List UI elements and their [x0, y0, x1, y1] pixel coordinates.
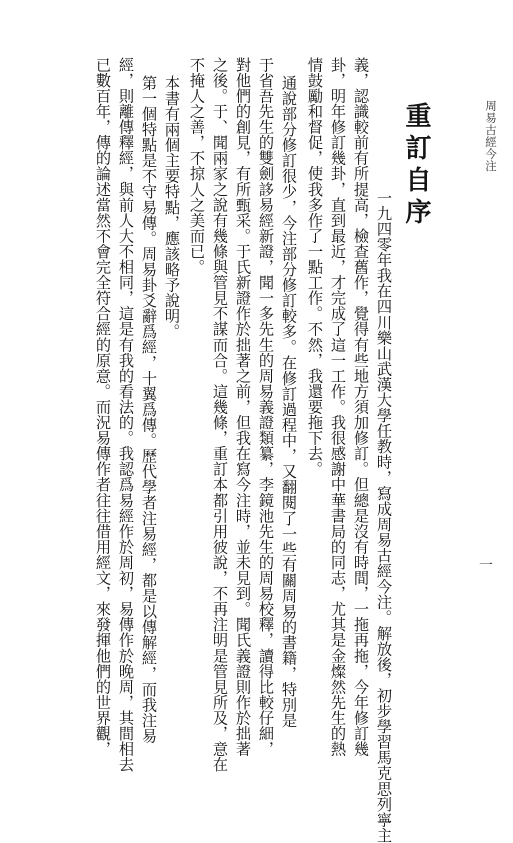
text-column-11: 第一個特點是不守易傳。周易卦爻辭爲經，十翼爲傳。歷代學者注易經，都是以傳解經，而我注易: [140, 75, 158, 744]
text-column-6: 于省吾先生的雙劍誃易經新證，聞一多先生的周易義證類纂，李鏡池先生的周易校釋，讀得比較仔細，: [257, 57, 275, 757]
text-column-12: 經，則離傳釋經，與前人大不相同，這是有我的看法的。我認爲易經作於周初，易傳作於晚周，其間相去: [117, 57, 135, 773]
text-column-2: 義，認識較前有所提高，檢查舊作，覺得有些地方須加修訂。但總是沒有時間，一拖再拖，今年修訂幾: [352, 57, 370, 757]
text-column-1: 一九四零年我在四川樂山武漢大學任教時，寫成周易古經今注。解放後，初步學習馬克思列寧主: [375, 190, 393, 843]
preface-title: 重訂自序: [401, 102, 431, 230]
text-column-13: 已數百年，傳的論述當然不會完全符合經的原意。而況易傳作者往往借用經文，來發揮他們的世界觀，: [94, 57, 112, 757]
page-number: 一: [479, 558, 493, 574]
running-header: 周易古經今注: [484, 100, 498, 172]
text-column-5: 通說部分修訂很少，今注部分修訂較多。在修訂過程中，又翻閱了一些有關周易的書籍，特別是: [280, 75, 298, 729]
text-column-3: 卦，明年修訂幾卦，直到最近，才完成了這一工作。我很感謝中華書局的同志，尤其是金燦然先生的熱: [329, 57, 347, 757]
text-column-7: 對他們的創見，有所甄采。于氏新證作於拙著之前，但我在寫今注時，並未見到。聞氏義證則作於拙著: [234, 57, 252, 757]
text-column-10: 本書有兩個主要特點，應該略予說明。: [163, 75, 181, 340]
text-column-9: 不掩人之善，不掠人之美而已。: [188, 57, 206, 275]
text-column-4: 情鼓勵和督促，使我多作了一點工作。不然，我還要拖下去。: [306, 57, 324, 477]
text-column-8: 之後。于、聞兩家之說有幾條與管見不謀而合。這幾條，重訂本都引用彼說，不再注明是管見所及，意在: [211, 57, 229, 773]
